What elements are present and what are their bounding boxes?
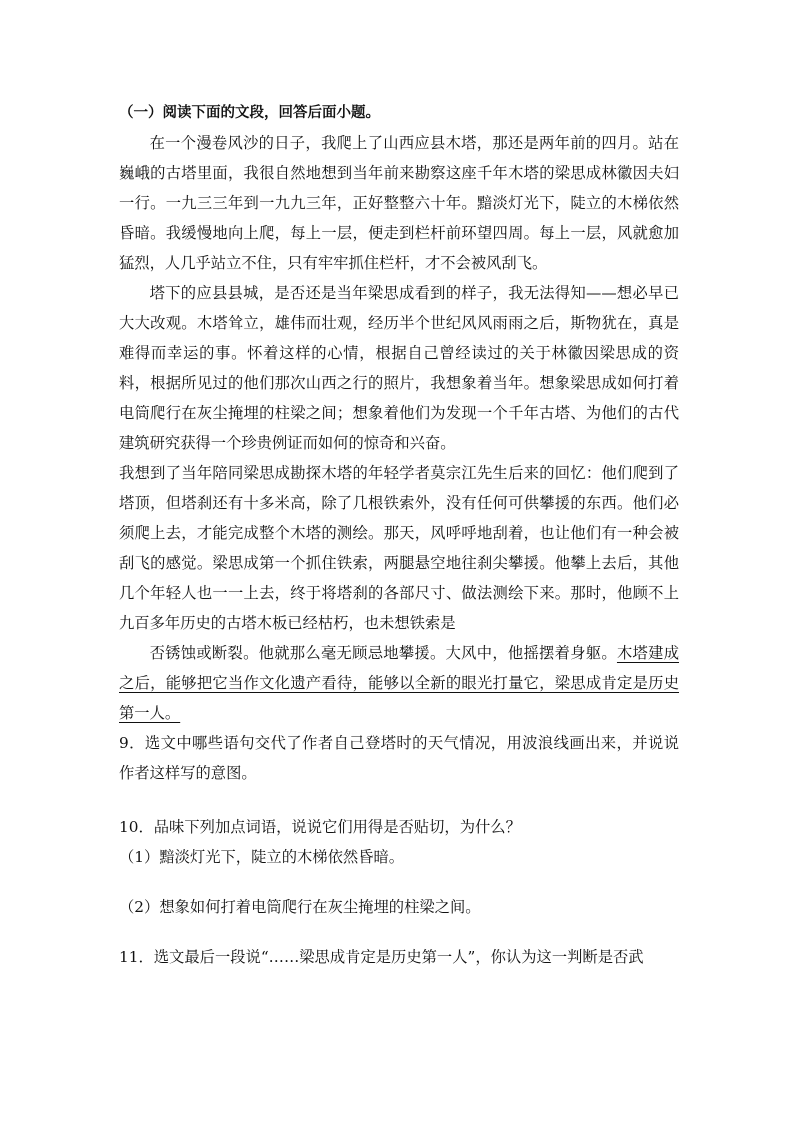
answer-space: [119, 922, 679, 942]
paragraph-3: 我想到了当年陪同梁思成勘探木塔的年轻学者莫宗江先生后来的回忆：他们爬到了塔顶，但塔刹还有十多米高，除了几根铁索外，没有任何可供攀援的东西。他们必须爬上去，才能完成整个木塔的测绘。那天，风呼呼地刮着，也让他们有一种会被刮飞的感觉。梁思成第一个抓住铁索，两腿悬空地往刹尖攀援。他攀上去后，其他几个年轻人也一一上去，终于将塔刹的各部尺寸、做法测绘下来。那时，他顾不上九百多年历史的古塔木板已经枯朽，也未想铁索是: [119, 464, 679, 632]
paragraph-1: 在一个漫卷风沙的日子，我爬上了山西应县木塔，那还是两年前的四月。站在巍峨的古塔里面，我很自然地想到当年前来勘察这座千年木塔的梁思成林徽因夫妇一行。一九三三年到一九九三年，正好整整六十年。黯淡灯光下，陡立的木梯依然昏暗。我缓慢地向上爬，每上一层，便走到栏杆前环望四周。每上一层，风就愈加猛烈，人几乎站立不住，只有牢牢抓住栏杆，才不会被风刮飞。: [119, 134, 679, 272]
document-page: [119, 98, 679, 972]
paragraph-2: 塔下的应县县城，是否还是当年梁思成看到的样子，我无法得知——想必早已大大改观。木塔耸立，雄伟而壮观，经历半个世纪风风雨雨之后，斯物犹在，真是难得而幸运的事。怀着这样的心情，根据自己曾经读过的关于林徽因梁思成的资料，根据所见过的他们那次山西之行的照片，我想象着当年。想象梁思成如何打着电筒爬行在灰尘掩埋的柱梁之间；想象着他们为发现一个千年古塔、为他们的古代建筑研究获得一个珍贵例证而如何的惊奇和兴奋。: [119, 284, 679, 452]
question-10-item-1: （1）黯淡灯光下，陡立的木梯依然昏暗。: [119, 848, 405, 866]
section-heading: （一）阅读下面的文段，回答后面小题。: [119, 105, 380, 121]
underlined-sentence: 木塔建成之后，能够把它当作文化遗产看待，能够以全新的眼光打量它，梁思成肯定是历史第一人。: [119, 644, 679, 722]
answer-space: [119, 788, 679, 812]
question-9: 9．选文中哪些语句交代了作者自己登塔时的天气情况，用波浪线画出来，并说说作者这样写的意图。: [119, 734, 679, 782]
paragraph-4-text: 否锈蚀或断裂。他就那么毫无顾忌地攀援。大风中，他摇摆着身躯。: [149, 644, 617, 662]
paragraph-4: [119, 638, 679, 728]
question-10-item-2: （2）想象如何打着电筒爬行在灰尘掩埋的柱梁之间。: [119, 898, 481, 916]
question-10: 10．品味下列加点词语，说说它们用得是否贴切，为什么？: [119, 818, 521, 836]
question-11: 11．选文最后一段说“……梁思成肯定是历史第一人”，你认为这一判断是否武: [119, 948, 644, 966]
answer-space: [119, 872, 679, 892]
